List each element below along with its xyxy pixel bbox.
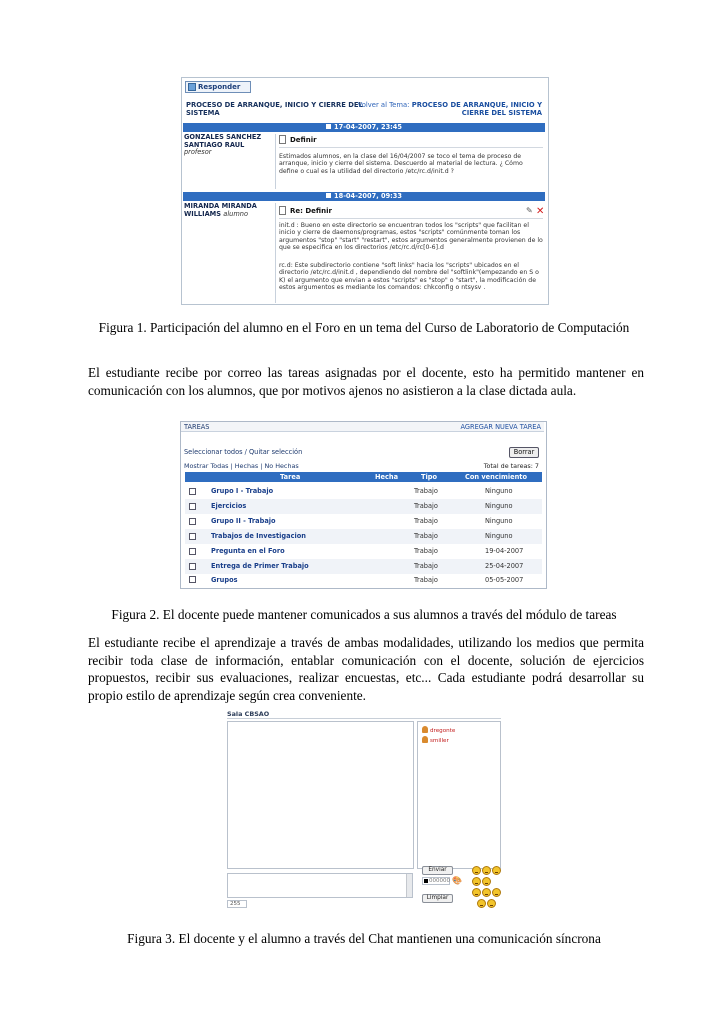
chat-user[interactable] (422, 736, 449, 745)
smiley-icon[interactable] (487, 899, 496, 908)
smiley-icon[interactable] (472, 888, 481, 897)
tasks-screenshot (180, 421, 547, 589)
row-checkbox[interactable] (189, 563, 196, 570)
delete-icon[interactable]: ✕ (536, 206, 545, 217)
figure-caption: Figura 2. El docente puede mantener comunicados a sus alumnos a través del módulo de tareas (111, 607, 617, 622)
table-row (185, 529, 542, 544)
figure-caption: Figura 3. El docente y el alumno a través del Chat mantienen una comunicación síncrona (127, 931, 601, 946)
back-to-topic-link[interactable] (352, 101, 542, 117)
post-date-bar (183, 123, 545, 132)
table-row (185, 499, 542, 514)
smiley-icon[interactable] (492, 888, 501, 897)
task-name[interactable]: Grupos (211, 576, 238, 584)
edit-icon[interactable]: ✎ (526, 206, 533, 215)
forum-screenshot (181, 77, 549, 305)
filter-links[interactable]: Mostrar Todas | Hechas | No Hechas (184, 462, 299, 470)
table-row (185, 484, 542, 499)
user-name: smiller (430, 738, 449, 744)
column-divider (275, 134, 276, 189)
back-topic: PROCESO DE ARRANQUE, INICIO Y CIERRE DEL SISTEMA (411, 101, 542, 117)
color-input[interactable] (422, 877, 450, 885)
row-checkbox[interactable] (189, 533, 196, 540)
row-checkbox[interactable] (189, 488, 196, 495)
user-icon (422, 736, 428, 743)
selection-row (181, 446, 544, 459)
task-type: Trabajo (414, 502, 438, 510)
table-row (185, 574, 542, 586)
smiley-icon[interactable] (482, 877, 491, 886)
column-header: Tarea (280, 473, 301, 481)
post-author (184, 203, 274, 218)
color-swatch (424, 879, 428, 883)
smiley-icon[interactable] (472, 866, 481, 875)
post-marker-icon (326, 124, 331, 129)
smiley-icon[interactable] (472, 877, 481, 886)
row-checkbox[interactable] (189, 548, 196, 555)
divider (279, 147, 543, 148)
post-body: init.d : Bueno en este directorio se encuentran todos los "scripts" que facilitan el inicio y cierre de daemons/programas, estos "scripts" comúnmente toman los argumentos "stop" "start" "restart", estos argumentos generalmente provienen de lo que se especifica en los directorios /etc/rc.d/rc[0-6].d (279, 222, 543, 252)
task-type: Trabajo (414, 562, 438, 570)
scrollbar[interactable] (406, 874, 412, 897)
task-name[interactable]: Grupo II - Trabajo (211, 517, 276, 525)
column-header: Hecha (375, 473, 399, 481)
table-row (185, 544, 542, 559)
post-author (184, 134, 274, 157)
chat-room-title: Sala CBSAO (227, 710, 501, 719)
column-header: Tipo (421, 473, 438, 481)
chat-message-input[interactable] (227, 873, 413, 898)
column-divider (275, 203, 276, 303)
user-icon (422, 726, 428, 733)
filter-row (181, 461, 544, 471)
send-button[interactable]: Enviar (422, 866, 453, 875)
smiley-icon[interactable] (477, 899, 486, 908)
post-title (279, 135, 317, 144)
post-date: 18-04-2007, 09:33 (334, 192, 402, 200)
reply-button[interactable] (185, 81, 251, 93)
delete-button[interactable]: Borrar (509, 447, 539, 458)
task-due: Ninguno (485, 487, 513, 495)
tasks-header (181, 422, 544, 432)
paragraph: El estudiante recibe el aprendizaje a través de ambas modalidades, utilizando los medios que permita recibir toda clase de información, entablar comunicación con el docente, solución de ejercicios propuestos, recibir sus evaluaciones, realizar encuestas, etc... Cada estudiante podrá desarrollar su propio estilo de aprendizaje según crea conveniente. (88, 635, 644, 703)
tasks-title: TAREAS (184, 423, 210, 431)
task-due: Ninguno (485, 502, 513, 510)
reply-icon (188, 83, 196, 91)
post-title-text: Re: Definir (290, 207, 332, 215)
figure-caption: Figura 1. Participación del alumno en el Foro en un tema del Curso de Laboratorio de Computación (98, 320, 630, 335)
chat-messages-area (227, 721, 414, 869)
column-header: Con vencimiento (465, 473, 527, 481)
clear-button[interactable]: Limpiar (422, 894, 453, 903)
divider (279, 218, 543, 219)
author-role: profesor (184, 148, 212, 157)
task-name[interactable]: Grupo I - Trabajo (211, 487, 274, 495)
author-name: GONZALES SANCHEZ SANTIAGO RAUL (184, 133, 262, 149)
topic-header (183, 101, 545, 119)
row-checkbox[interactable] (189, 576, 196, 583)
author-role: alumno (223, 209, 248, 218)
task-name[interactable]: Entrega de Primer Trabajo (211, 562, 309, 570)
paragraph: El estudiante recibe por correo las tareas asignadas por el docente, esto ha permitido mantener en comunicación con los alumnos, que por motivos ajenos no asistieron a la clase dictada aula. (88, 365, 644, 398)
smiley-icon[interactable] (482, 888, 491, 897)
task-name[interactable]: Trabajos de Investigacion (211, 532, 306, 540)
post-date-bar (183, 192, 545, 201)
total-tasks: Total de tareas: 7 (483, 462, 539, 470)
table-row (185, 514, 542, 529)
back-label: Volver al Tema: (357, 101, 410, 109)
task-type: Trabajo (414, 532, 438, 540)
post-date: 17-04-2007, 23:45 (334, 123, 402, 131)
task-type: Trabajo (414, 547, 438, 555)
smiley-icon[interactable] (482, 866, 491, 875)
table-header (185, 472, 542, 482)
document-icon (279, 206, 286, 215)
chat-user-list (417, 721, 501, 869)
task-name[interactable]: Ejercicios (211, 502, 247, 510)
row-checkbox[interactable] (189, 503, 196, 510)
task-due: 25-04-2007 (485, 562, 524, 570)
task-type: Trabajo (414, 487, 438, 495)
task-due: 19-04-2007 (485, 547, 524, 555)
post-title-text: Definir (290, 136, 317, 144)
task-due: Ninguno (485, 532, 513, 540)
row-checkbox[interactable] (189, 518, 196, 525)
table-row (185, 559, 542, 574)
task-type: Trabajo (414, 517, 438, 525)
color-picker-icon[interactable]: 🎨 (452, 876, 462, 885)
reply-button-label: Responder (198, 83, 241, 91)
post-marker-icon (326, 193, 331, 198)
document-icon (279, 135, 286, 144)
post-body: rc.d: Este subdirectorio contiene "soft links" hacia los "scripts" ubicados en el directorio /etc/rc.d/init.d , dependiendo del nombre del "softlink"(empezando en S o K) el argumento que envian a estos "scripts" es "stop" o "start", la modificación de estos argumentos es mediante los comandos: chkconfig o ntsysv . (279, 262, 539, 292)
char-counter: 255 (227, 900, 247, 908)
chat-screenshot (226, 710, 503, 909)
post-body: Estimados alumnos, en la clase del 16/04/2007 se toco el tema de proceso de arranque, inicio y cierre del sistema. Descuerdo al material de lectura. ¿ Cómo define o cual es la utilidad del directorio /etc/rc.d/init.d ? (279, 153, 523, 175)
post-title (279, 206, 332, 215)
task-type: Trabajo (414, 576, 438, 584)
topic-title: PROCESO DE ARRANQUE, INICIO Y CIERRE DEL SISTEMA (186, 101, 363, 117)
select-all-link[interactable]: Seleccionar todos / Quitar selección (184, 448, 303, 456)
task-due: Ninguno (485, 517, 513, 525)
user-name: dregonte (430, 728, 456, 734)
chat-user[interactable] (422, 726, 455, 735)
smiley-icon[interactable] (492, 866, 501, 875)
color-value: 000000 (429, 878, 450, 884)
task-due: 05-05-2007 (485, 576, 524, 584)
author-name: MIRANDA MIRANDA WILLIAMS (184, 202, 257, 218)
add-task-link[interactable]: AGREGAR NUEVA TAREA (460, 423, 541, 431)
task-name[interactable]: Pregunta en el Foro (211, 547, 285, 555)
